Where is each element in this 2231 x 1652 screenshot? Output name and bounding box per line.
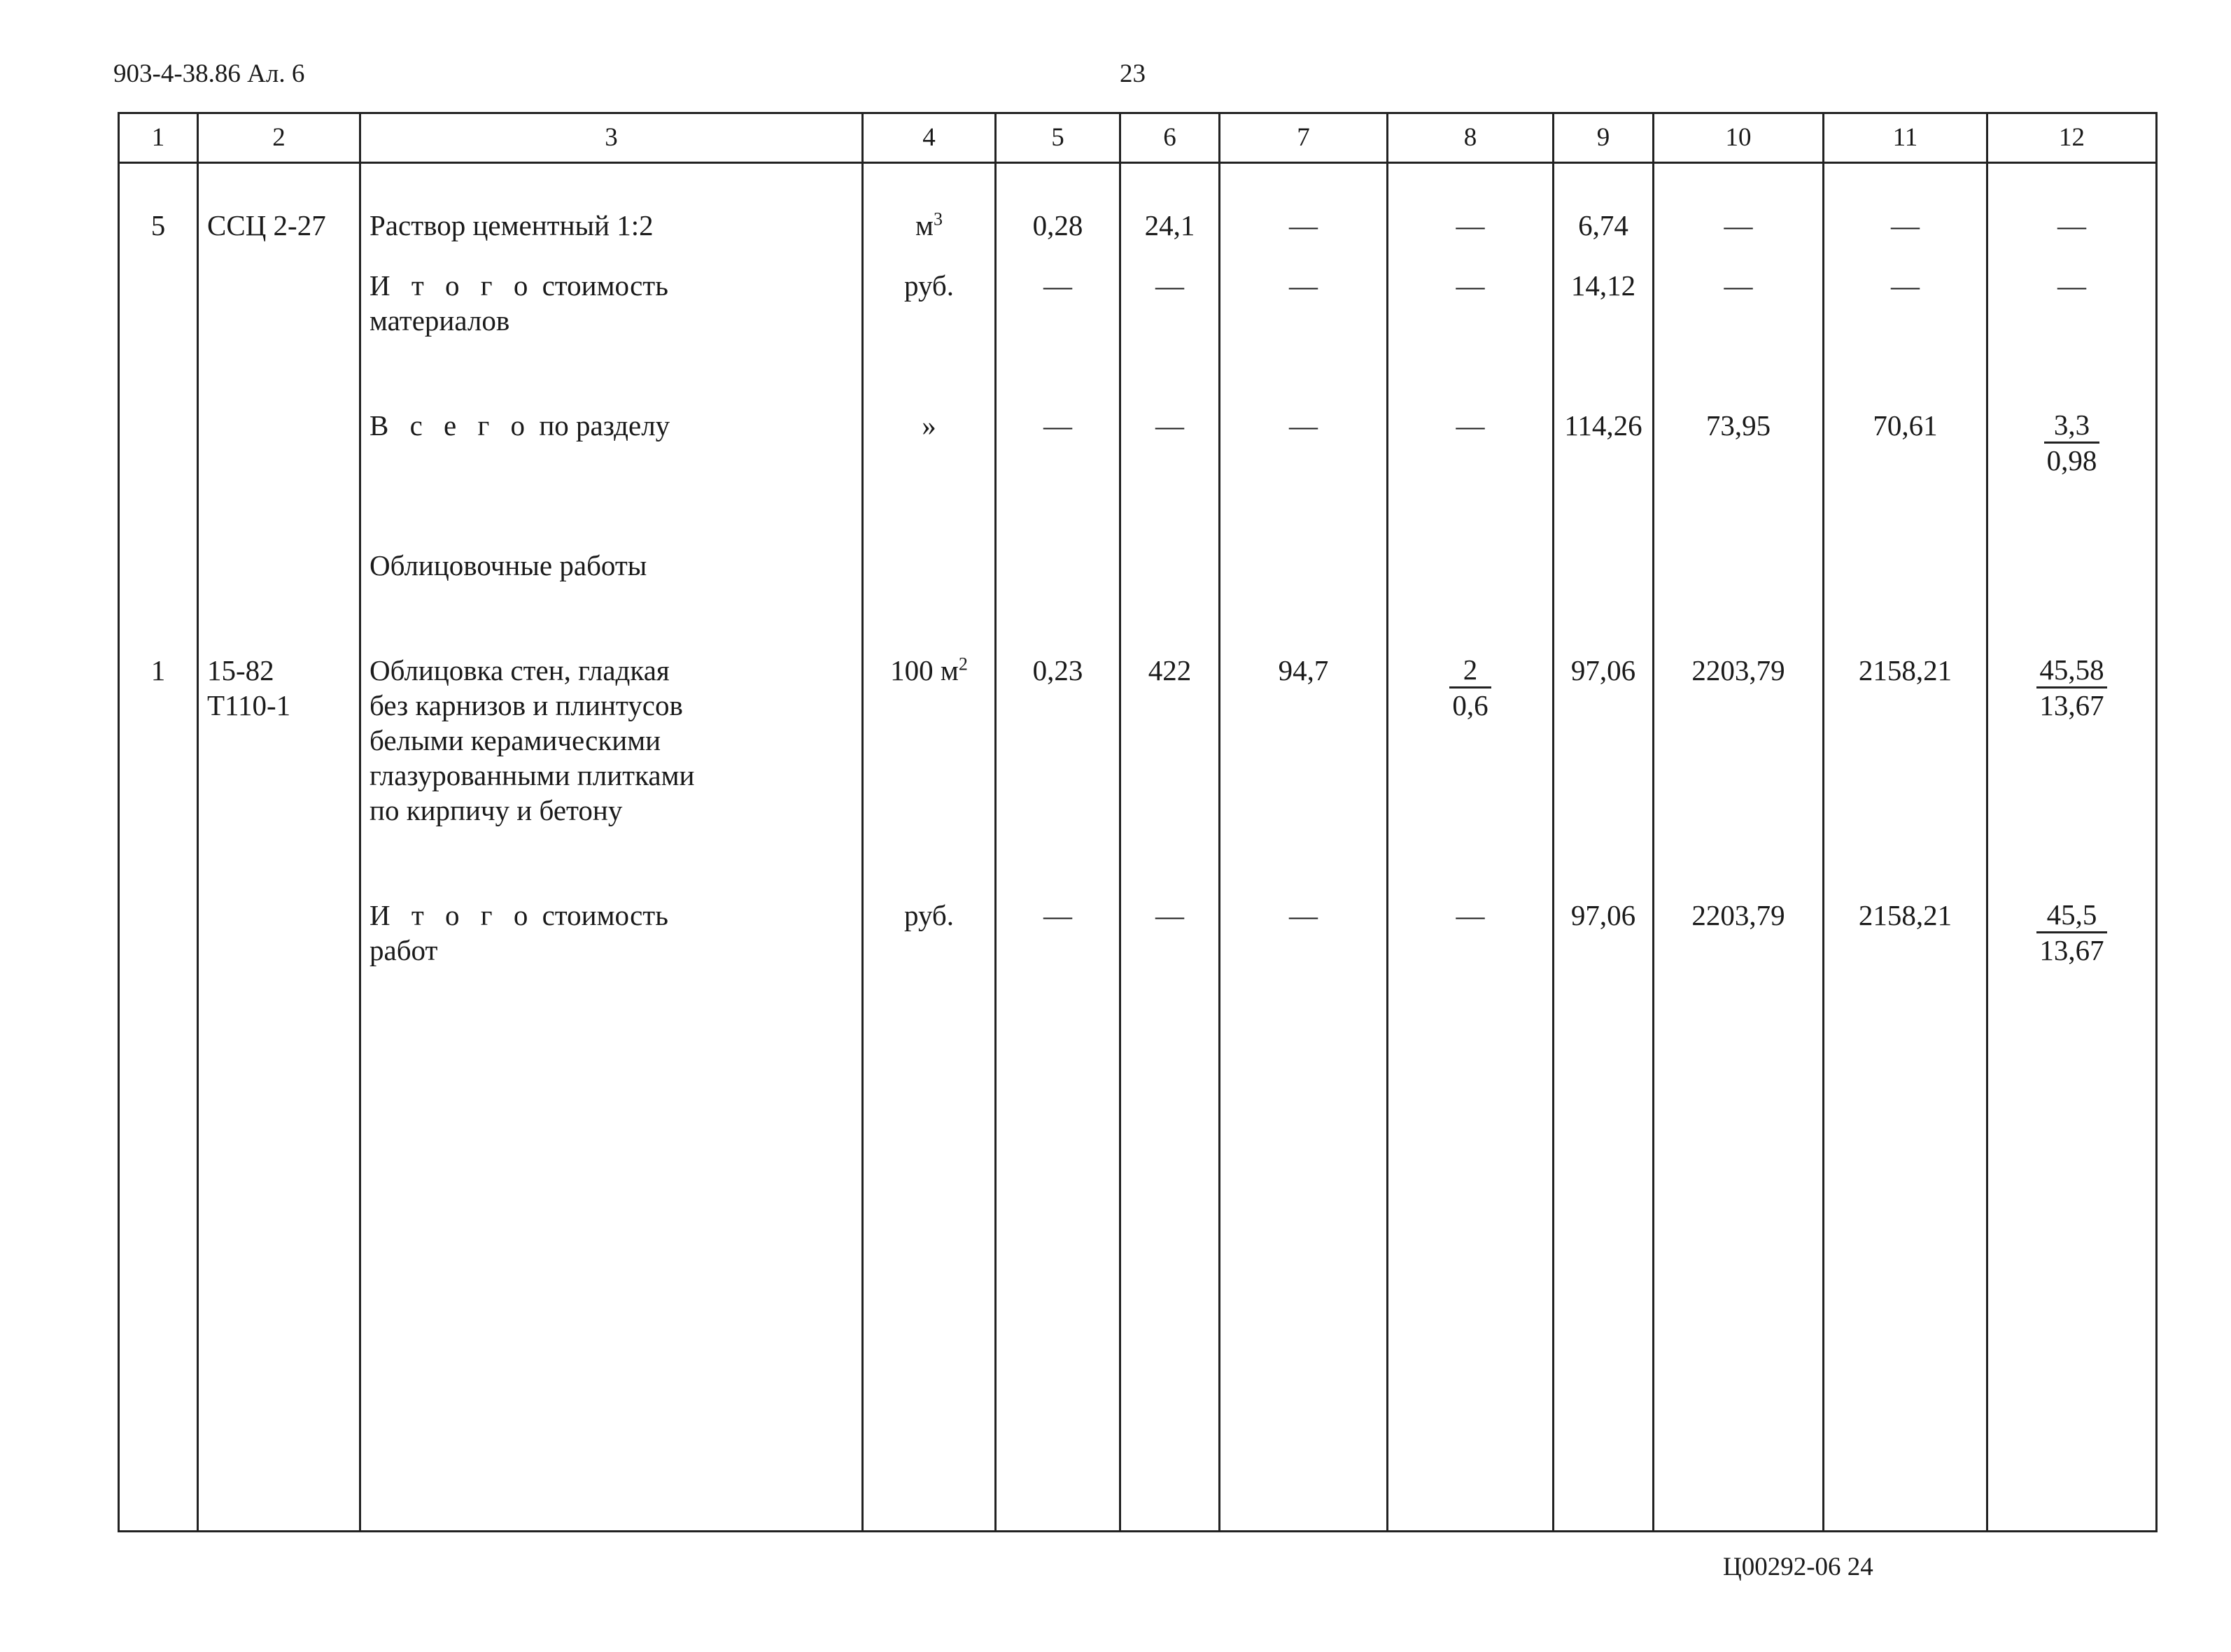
column-header: 9 — [1554, 113, 1654, 163]
cell-value: 0,28 — [996, 163, 1120, 268]
row-number: 5 — [119, 163, 198, 268]
fraction: $\frac{45,58}{13,67}$ — [2036, 653, 2106, 722]
column-header: 12 — [1987, 113, 2157, 163]
section-heading-row — [119, 548, 2157, 653]
total-label: В с е г о — [370, 409, 533, 442]
cell-value: 2203,79 — [1654, 898, 1824, 1532]
fraction: $\frac{3,3}{0,98}$ — [2044, 408, 2100, 477]
cell-value: 422 — [1120, 653, 1220, 898]
cell-value: — — [1220, 163, 1388, 268]
item-name: И т о г о стоимость материалов — [360, 268, 863, 408]
table-row — [119, 898, 2157, 1532]
cell-value: — — [1987, 268, 2157, 408]
cell-value: — — [1120, 898, 1220, 1532]
table-row — [119, 408, 2157, 548]
cell-value: 2203,79 — [1654, 653, 1824, 898]
cell-value: 73,95 — [1654, 408, 1824, 548]
cell-value-fraction — [1388, 653, 1554, 898]
table-row — [119, 268, 2157, 408]
page-number: 23 — [1120, 59, 1146, 88]
document-code: 903-4-38.86 Ал. 6 — [113, 59, 305, 88]
unit: $м^3$ — [863, 163, 996, 268]
cell-value: — — [1654, 268, 1824, 408]
cell-value: — — [1388, 408, 1554, 548]
cell-value: 2158,21 — [1824, 898, 1987, 1532]
subtotal-label: И т о г о — [370, 269, 535, 302]
cell-value: — — [1824, 163, 1987, 268]
cell-value: 70,61 — [1824, 408, 1987, 548]
cell-value: 24,1 — [1120, 163, 1220, 268]
fraction: $\frac{45,5}{13,67}$ — [2036, 898, 2106, 967]
column-header-row — [119, 113, 2157, 163]
fraction: $\frac{2}{0,6}$ — [1449, 653, 1491, 722]
cell-value: — — [1987, 163, 2157, 268]
norm-code: 15-82 Т110-1 — [198, 653, 360, 898]
footer-code: Ц00292-06 24 — [1723, 1553, 1873, 1581]
norm-code: ССЦ 2-27 — [198, 163, 360, 268]
cell-value-fraction — [1987, 408, 2157, 548]
column-header: 6 — [1120, 113, 1220, 163]
cell-value: 6,74 — [1554, 163, 1654, 268]
cell-value: — — [1824, 268, 1987, 408]
cell-value: 2158,21 — [1824, 653, 1987, 898]
cell-value: — — [1120, 268, 1220, 408]
table-row — [119, 653, 2157, 898]
cell-value: — — [996, 898, 1120, 1532]
table-row — [119, 163, 2157, 268]
cell-value-fraction — [1987, 898, 2157, 1532]
cell-value: 94,7 — [1220, 653, 1388, 898]
cell-value: — — [1220, 408, 1388, 548]
cell-value: 114,26 — [1554, 408, 1654, 548]
cell-value: — — [1220, 898, 1388, 1532]
column-header: 1 — [119, 113, 198, 163]
cell-value: — — [1220, 268, 1388, 408]
cell-value: 97,06 — [1554, 653, 1654, 898]
cell-value: — — [1388, 268, 1554, 408]
unit: 100 $м^2$ — [863, 653, 996, 898]
column-header: 2 — [198, 113, 360, 163]
unit: руб. — [863, 268, 996, 408]
subtotal-label: И т о г о — [370, 898, 535, 931]
column-header: 8 — [1388, 113, 1554, 163]
section-title: Облицовочные работы — [360, 548, 863, 653]
estimate-table — [118, 112, 2158, 1532]
unit: » — [863, 408, 996, 548]
column-header: 11 — [1824, 113, 1987, 163]
column-header: 4 — [863, 113, 996, 163]
cell-value-fraction — [1987, 653, 2157, 898]
cell-value: — — [1388, 163, 1554, 268]
column-header: 10 — [1654, 113, 1824, 163]
cell-value: — — [1120, 408, 1220, 548]
cell-value: — — [996, 408, 1120, 548]
column-header: 5 — [996, 113, 1120, 163]
column-header: 7 — [1220, 113, 1388, 163]
item-name: И т о г о стоимость работ — [360, 898, 863, 1532]
cell-value: — — [1654, 163, 1824, 268]
cell-value: 97,06 — [1554, 898, 1654, 1532]
item-name: В с е г о по разделу — [360, 408, 863, 548]
cell-value: 14,12 — [1554, 268, 1654, 408]
cell-value: 0,23 — [996, 653, 1120, 898]
column-header: 3 — [360, 113, 863, 163]
cell-value: — — [1388, 898, 1554, 1532]
cell-value: — — [996, 268, 1120, 408]
row-number: 1 — [119, 653, 198, 898]
item-name: Облицовка стен, гладкая без карнизов и плинтусов белыми керамическими глазурованными плитками по кирпичу и бетону — [360, 653, 863, 898]
item-name: Раствор цементный 1:2 — [360, 163, 863, 268]
unit: руб. — [863, 898, 996, 1532]
